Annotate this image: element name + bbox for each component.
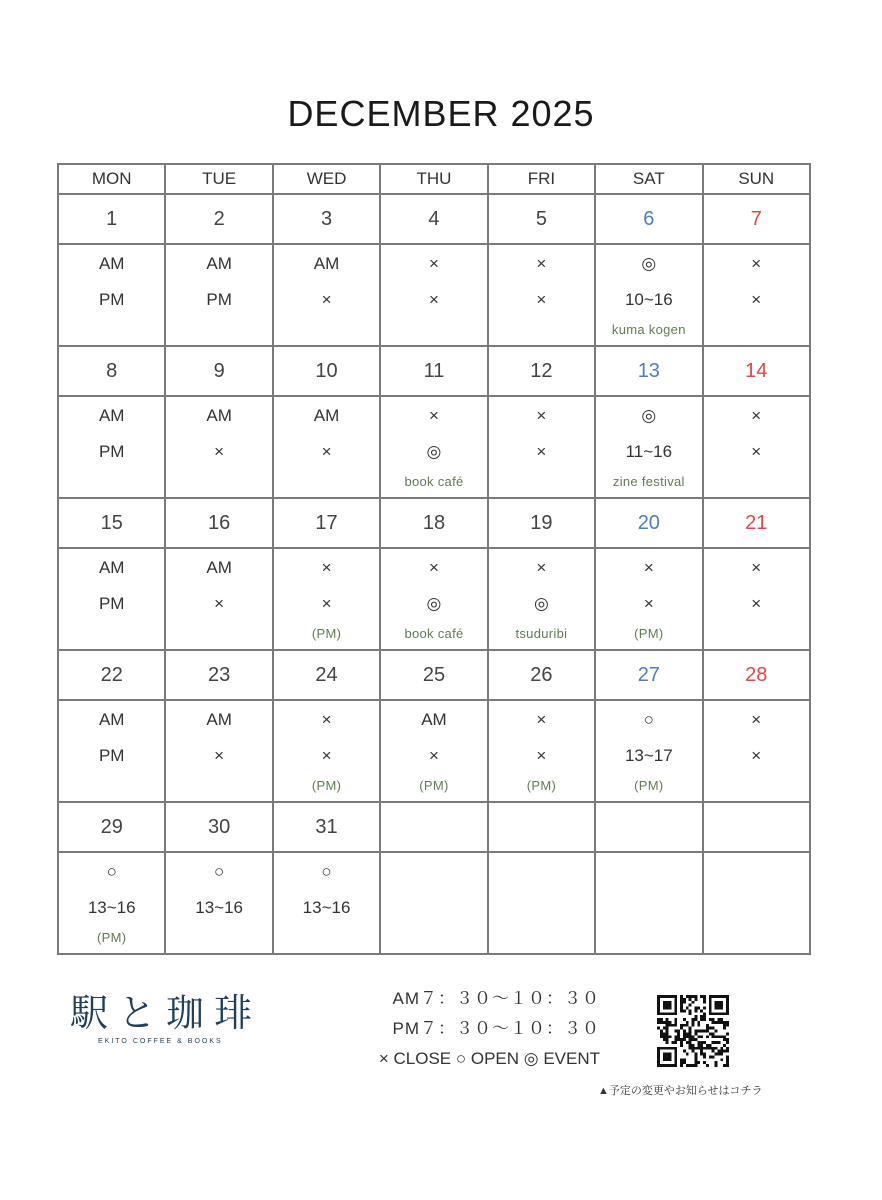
am-status: ×	[751, 406, 762, 425]
date-cell: 29	[58, 802, 165, 852]
weekday-tue: TUE	[165, 164, 272, 194]
am-status: ×	[536, 254, 547, 273]
event-note	[166, 322, 271, 338]
weekday-header-row	[58, 164, 810, 194]
am-status: AM	[206, 254, 232, 273]
date-cell: 21	[703, 498, 810, 548]
schedule-cell	[58, 396, 165, 498]
am-status: ◎	[641, 254, 657, 273]
am-status: ×	[429, 558, 439, 577]
pm-status: ×	[751, 442, 762, 461]
date-cell	[595, 802, 702, 852]
event-note: book café	[404, 626, 464, 641]
pm-status: 13~16	[195, 898, 243, 917]
date-cell: 8	[58, 346, 165, 396]
weekday-thu: THU	[380, 164, 487, 194]
pm-status: ×	[214, 594, 225, 613]
schedule-cell	[595, 396, 702, 498]
pm-status: PM	[98, 746, 125, 765]
qr-code-icon[interactable]	[655, 995, 731, 1067]
am-status: AM	[98, 558, 125, 577]
schedule-cell	[380, 852, 487, 954]
schedule-cell	[488, 548, 595, 650]
am-status	[489, 863, 594, 881]
pm-status: ×	[536, 746, 547, 765]
date-cell: 24	[273, 650, 380, 700]
event-note	[704, 778, 809, 794]
event-note	[59, 778, 164, 794]
am-status: ×	[536, 558, 547, 577]
pm-status: ×	[536, 442, 547, 461]
date-cell: 5	[488, 194, 595, 244]
schedule-cell	[488, 396, 595, 498]
date-cell	[488, 802, 595, 852]
schedule-row	[58, 548, 810, 650]
event-note: (PM)	[311, 778, 342, 793]
event-note: (PM)	[97, 930, 127, 945]
date-cell: 10	[273, 346, 380, 396]
date-cell: 2	[165, 194, 272, 244]
page-title: DECEMBER 2025	[287, 93, 595, 134]
schedule-row	[58, 396, 810, 498]
am-status: ×	[321, 558, 332, 577]
date-cell: 11	[380, 346, 487, 396]
event-note	[166, 930, 271, 946]
event-note	[274, 322, 379, 338]
weekday-sat: SAT	[595, 164, 702, 194]
event-note	[489, 474, 594, 490]
schedule-cell	[703, 700, 810, 802]
event-note: zine festival	[612, 474, 685, 489]
event-note	[274, 474, 379, 490]
date-cell: 15	[58, 498, 165, 548]
opening-hours	[320, 988, 600, 1072]
schedule-cell	[273, 396, 380, 498]
schedule-row	[58, 852, 810, 954]
date-cell: 1	[58, 194, 165, 244]
schedule-cell	[488, 244, 595, 346]
am-status: ○	[106, 862, 117, 881]
schedule-cell	[488, 852, 595, 954]
date-cell: 22	[58, 650, 165, 700]
pm-status	[596, 899, 701, 917]
schedule-cell	[595, 244, 702, 346]
am-status: ○	[643, 710, 654, 729]
date-row	[58, 498, 810, 548]
pm-status: 13~16	[302, 898, 351, 917]
schedule-cell	[595, 852, 702, 954]
event-note	[59, 474, 164, 490]
pm-status: ×	[751, 746, 762, 765]
pm-status: ×	[429, 746, 439, 765]
date-cell: 31	[273, 802, 380, 852]
am-status	[596, 863, 701, 881]
weekday-mon: MON	[58, 164, 165, 194]
date-cell: 3	[273, 194, 380, 244]
schedule-cell	[165, 396, 272, 498]
qr-note: ▲予定の変更やお知らせはコチラ	[598, 1085, 763, 1097]
am-status: AM	[313, 406, 340, 425]
date-cell: 26	[488, 650, 595, 700]
pm-status: 11~16	[625, 442, 673, 461]
date-cell: 4	[380, 194, 487, 244]
event-note	[704, 322, 809, 338]
event-note: tsuduribi	[515, 626, 568, 641]
date-cell: 19	[488, 498, 595, 548]
date-cell: 28	[703, 650, 810, 700]
event-note	[274, 930, 379, 946]
event-note: (PM)	[419, 778, 449, 793]
event-note: (PM)	[311, 626, 342, 641]
schedule-cell	[703, 852, 810, 954]
event-note: (PM)	[634, 778, 664, 793]
date-cell: 27	[595, 650, 702, 700]
pm-status: ×	[429, 290, 439, 309]
pm-status: ◎	[426, 442, 442, 461]
schedule-cell	[380, 396, 487, 498]
am-status: AM	[98, 254, 125, 273]
date-cell: 23	[165, 650, 272, 700]
am-status: ○	[213, 862, 225, 881]
am-status: AM	[421, 710, 447, 729]
date-cell	[703, 802, 810, 852]
schedule-cell	[58, 852, 165, 954]
pm-status	[704, 899, 809, 917]
am-status: ×	[536, 710, 547, 729]
pm-status: ×	[321, 594, 332, 613]
date-cell: 16	[165, 498, 272, 548]
symbol-legend: × CLOSE ○ OPEN ◎ EVENT	[378, 1049, 600, 1068]
am-status: AM	[206, 558, 232, 577]
am-status: AM	[313, 254, 340, 273]
am-status: AM	[98, 710, 125, 729]
am-status: ○	[321, 862, 332, 881]
calendar-table	[57, 163, 811, 955]
weekday-sun: SUN	[703, 164, 810, 194]
pm-status: PM	[98, 594, 125, 613]
event-note	[704, 626, 809, 642]
pm-status: PM	[206, 290, 232, 309]
schedule-cell	[273, 244, 380, 346]
shop-logo	[70, 990, 285, 1045]
event-note	[381, 930, 486, 946]
pm-status: PM	[98, 290, 125, 309]
pm-status: 13~17	[624, 746, 673, 765]
date-cell: 30	[165, 802, 272, 852]
am-status: ×	[751, 558, 762, 577]
am-status: AM	[98, 406, 125, 425]
pm-status: 10~16	[624, 290, 673, 309]
schedule-cell	[58, 244, 165, 346]
schedule-cell	[165, 852, 272, 954]
schedule-cell	[380, 700, 487, 802]
schedule-row	[58, 700, 810, 802]
pm-status: ×	[751, 594, 762, 613]
date-cell: 18	[380, 498, 487, 548]
event-note: (PM)	[634, 626, 664, 641]
schedule-cell	[165, 700, 272, 802]
event-note	[166, 474, 271, 490]
event-note	[166, 778, 271, 794]
event-note	[596, 930, 701, 946]
pm-status: ×	[643, 594, 654, 613]
schedule-cell	[595, 548, 702, 650]
pm-status	[381, 899, 486, 917]
logo-japanese: 駅と珈琲	[70, 991, 263, 1035]
schedule-cell	[273, 548, 380, 650]
event-note	[166, 626, 271, 642]
am-status: ×	[751, 710, 762, 729]
am-status	[381, 863, 486, 881]
event-note: kuma kogen	[611, 322, 686, 337]
date-cell: 20	[595, 498, 702, 548]
date-cell	[380, 802, 487, 852]
schedule-cell	[703, 396, 810, 498]
date-cell: 17	[273, 498, 380, 548]
event-note: book café	[404, 474, 464, 489]
weekday-wed: WED	[273, 164, 380, 194]
date-cell: 13	[595, 346, 702, 396]
event-note	[59, 626, 164, 642]
event-note	[489, 930, 594, 946]
pm-status: ×	[321, 290, 332, 309]
am-hours: AM７：３０〜１０：３０	[392, 989, 600, 1008]
pm-status: 13~16	[87, 898, 136, 917]
am-status: ×	[429, 406, 439, 425]
schedule-cell	[380, 548, 487, 650]
am-status: ◎	[641, 406, 657, 425]
schedule-cell	[165, 548, 272, 650]
pm-status: ×	[536, 290, 547, 309]
event-note	[59, 322, 164, 338]
pm-status: ×	[751, 290, 762, 309]
am-status	[704, 863, 809, 881]
date-cell: 9	[165, 346, 272, 396]
pm-status: ◎	[533, 594, 549, 613]
am-status: ×	[429, 254, 439, 273]
schedule-cell	[703, 244, 810, 346]
pm-status	[489, 899, 594, 917]
pm-status: ◎	[426, 594, 442, 613]
am-status: ×	[643, 558, 654, 577]
schedule-cell	[273, 852, 380, 954]
am-status: ×	[536, 406, 547, 425]
schedule-cell	[703, 548, 810, 650]
weekday-fri: FRI	[488, 164, 595, 194]
pm-hours: PM７：３０〜１０：３０	[392, 1019, 600, 1038]
logo-english: EKITO COFFEE & BOOKS	[98, 1038, 223, 1045]
pm-status: ×	[214, 442, 225, 461]
date-row	[58, 802, 810, 852]
event-note	[704, 474, 809, 490]
event-note	[704, 930, 809, 946]
pm-status: ×	[214, 746, 225, 765]
schedule-row	[58, 244, 810, 346]
date-row	[58, 194, 810, 244]
am-status: ×	[751, 254, 762, 273]
schedule-cell	[595, 700, 702, 802]
pm-status: PM	[98, 442, 125, 461]
event-note	[381, 322, 486, 338]
schedule-cell	[488, 700, 595, 802]
schedule-cell	[58, 548, 165, 650]
schedule-cell	[380, 244, 487, 346]
am-status: ×	[321, 710, 332, 729]
date-row	[58, 650, 810, 700]
schedule-cell	[165, 244, 272, 346]
pm-status: ×	[321, 442, 332, 461]
event-note	[489, 322, 594, 338]
event-note: (PM)	[526, 778, 557, 793]
date-cell: 25	[380, 650, 487, 700]
date-cell: 14	[703, 346, 810, 396]
pm-status: ×	[321, 746, 332, 765]
schedule-cell	[58, 700, 165, 802]
am-status: AM	[206, 406, 232, 425]
date-cell: 12	[488, 346, 595, 396]
date-cell: 6	[595, 194, 702, 244]
date-cell: 7	[703, 194, 810, 244]
am-status: AM	[206, 710, 232, 729]
schedule-cell	[273, 700, 380, 802]
date-row	[58, 346, 810, 396]
